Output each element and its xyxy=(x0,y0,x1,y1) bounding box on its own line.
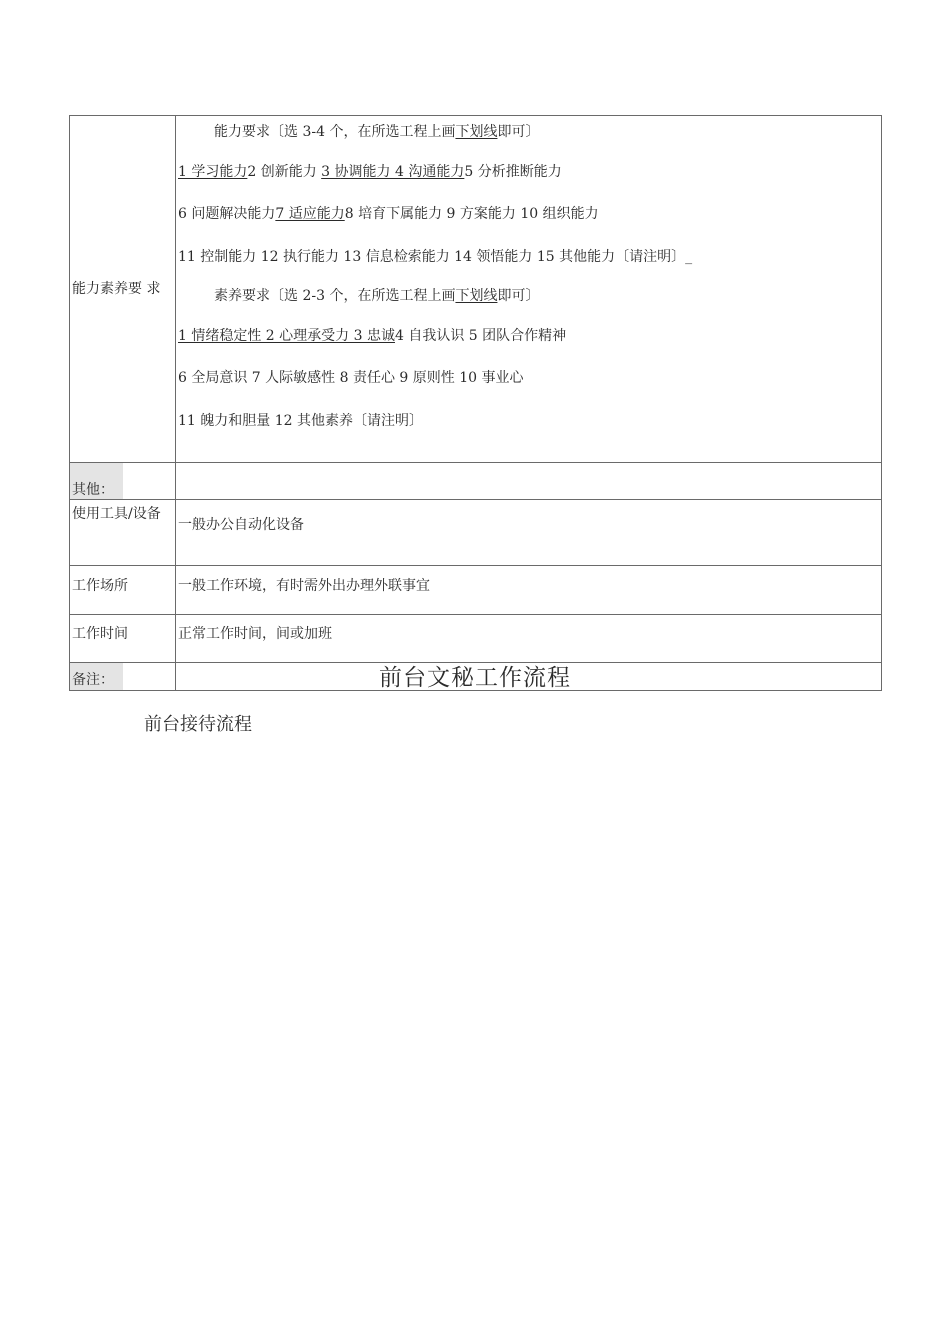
time-row xyxy=(70,615,882,663)
tools-row xyxy=(70,500,882,566)
quality-heading: 素养要求〔选 2-3 个，在所选工程上画下划线即可〕 xyxy=(214,288,540,304)
page-title: 前台文秘工作流程 xyxy=(379,665,571,691)
ability-line-1: 1 学习能力2 创新能力 3 协调能力 4 沟通能力5 分析推断能力 xyxy=(178,164,562,180)
ability-row xyxy=(70,116,882,463)
ability-label: 能力素养要 求 xyxy=(72,281,161,297)
tools-label: 使用工具/设备 xyxy=(70,500,176,566)
ability-content-cell xyxy=(176,116,882,463)
other-value-cell xyxy=(176,463,882,500)
time-value: 正常工作时间，间或加班 xyxy=(176,615,882,663)
note-label: 备注： xyxy=(72,672,114,688)
quality-line-1: 1 情绪稳定性 2 心理承受力 3 忠诚4 自我认识 5 团队合作精神 xyxy=(178,328,567,344)
other-label-cell xyxy=(70,463,176,500)
other-label: 其他： xyxy=(72,482,114,498)
quality-line-2: 6 全局意识 7 人际敏感性 8 责任心 9 原则性 10 事业心 xyxy=(178,370,524,386)
time-label: 工作时间 xyxy=(70,615,176,663)
ability-label-cell xyxy=(70,116,176,463)
section-heading: 前台接待流程 xyxy=(144,714,252,735)
ability-line-2: 6 问题解决能力7 适应能力8 培育下属能力 9 方案能力 10 组织能力 xyxy=(178,206,599,222)
ability-line-3: 11 控制能力 12 执行能力 13 信息检索能力 14 领悟能力 15 其他能力〔请注明〕_ xyxy=(178,249,693,265)
job-description-table xyxy=(69,115,882,691)
place-label: 工作场所 xyxy=(70,566,176,615)
other-row xyxy=(70,463,882,500)
place-row xyxy=(70,566,882,615)
ability-heading: 能力要求〔选 3-4 个，在所选工程上画下划线即可〕 xyxy=(214,124,540,140)
tools-value: 一般办公自动化设备 xyxy=(176,500,882,566)
quality-line-3: 11 魄力和胆量 12 其他素养〔请注明〕 xyxy=(178,413,423,429)
place-value: 一般工作环境，有时需外出办理外联事宜 xyxy=(176,566,882,615)
